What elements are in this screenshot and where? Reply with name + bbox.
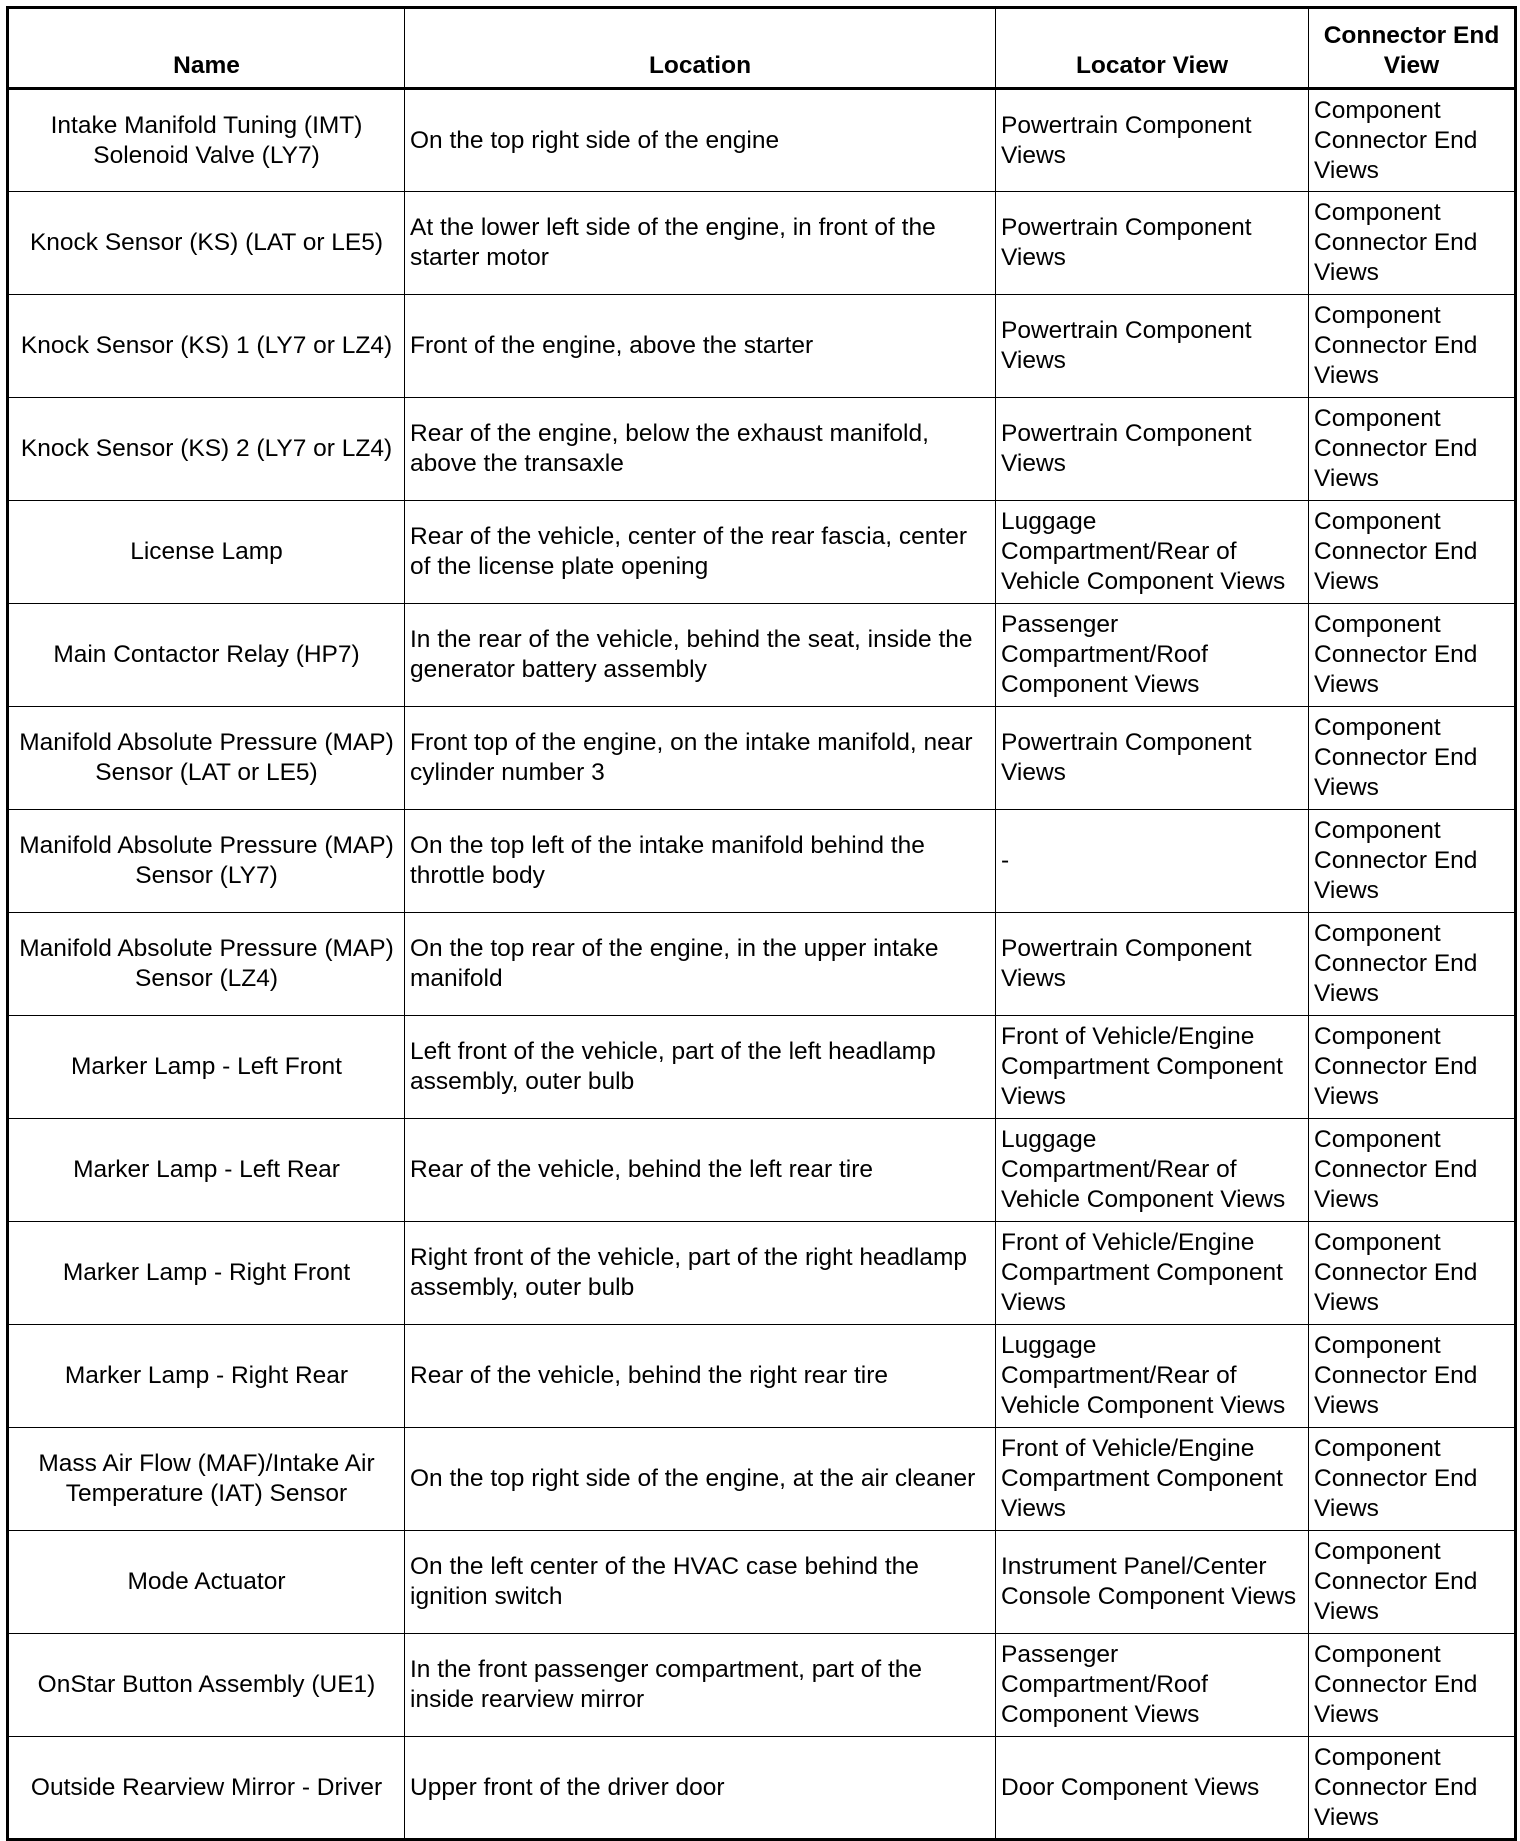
header-locator-view: Locator View	[996, 8, 1309, 89]
cell-location: Rear of the vehicle, center of the rear fascia, center of the license plate opening	[405, 501, 996, 604]
cell-locator-view: Luggage Compartment/Rear of Vehicle Component Views	[996, 501, 1309, 604]
cell-locator-view: Instrument Panel/Center Console Component Views	[996, 1531, 1309, 1634]
cell-location: Rear of the vehicle, behind the left rear tire	[405, 1119, 996, 1222]
header-name: Name	[8, 8, 405, 89]
table-row	[8, 1016, 1516, 1119]
cell-locator-view: Front of Vehicle/Engine Compartment Component Views	[996, 1016, 1309, 1119]
cell-location: Rear of the vehicle, behind the right rear tire	[405, 1325, 996, 1428]
cell-locator-view: Powertrain Component Views	[996, 295, 1309, 398]
cell-location: On the top rear of the engine, in the upper intake manifold	[405, 913, 996, 1016]
cell-name: Marker Lamp - Left Front	[8, 1016, 405, 1119]
cell-name: Knock Sensor (KS) 1 (LY7 or LZ4)	[8, 295, 405, 398]
cell-connector-end-view: Component Connector End Views	[1309, 707, 1516, 810]
table-row	[8, 1737, 1516, 1840]
cell-name: Knock Sensor (KS) (LAT or LE5)	[8, 192, 405, 295]
table-row	[8, 501, 1516, 604]
table-row	[8, 1119, 1516, 1222]
cell-location: In the rear of the vehicle, behind the seat, inside the generator battery assembly	[405, 604, 996, 707]
table-body	[8, 89, 1516, 1840]
table-row	[8, 1428, 1516, 1531]
cell-location: Right front of the vehicle, part of the right headlamp assembly, outer bulb	[405, 1222, 996, 1325]
cell-connector-end-view: Component Connector End Views	[1309, 1016, 1516, 1119]
cell-name: Marker Lamp - Right Front	[8, 1222, 405, 1325]
cell-location: At the lower left side of the engine, in front of the starter motor	[405, 192, 996, 295]
cell-connector-end-view: Component Connector End Views	[1309, 295, 1516, 398]
table-row	[8, 295, 1516, 398]
cell-name: Main Contactor Relay (HP7)	[8, 604, 405, 707]
table-row	[8, 1634, 1516, 1737]
cell-locator-view: Powertrain Component Views	[996, 707, 1309, 810]
cell-connector-end-view: Component Connector End Views	[1309, 1325, 1516, 1428]
component-locator-table-container	[6, 6, 1514, 1831]
table-row	[8, 913, 1516, 1016]
cell-connector-end-view: Component Connector End Views	[1309, 398, 1516, 501]
cell-connector-end-view: Component Connector End Views	[1309, 1222, 1516, 1325]
cell-location: In the front passenger compartment, part of the inside rearview mirror	[405, 1634, 996, 1737]
cell-name: Manifold Absolute Pressure (MAP) Sensor (LAT or LE5)	[8, 707, 405, 810]
cell-name: License Lamp	[8, 501, 405, 604]
cell-connector-end-view: Component Connector End Views	[1309, 1634, 1516, 1737]
table-row	[8, 707, 1516, 810]
cell-locator-view: Passenger Compartment/Roof Component Views	[996, 604, 1309, 707]
table-row	[8, 1531, 1516, 1634]
cell-locator-view: Powertrain Component Views	[996, 913, 1309, 1016]
cell-locator-view: Passenger Compartment/Roof Component Views	[996, 1634, 1309, 1737]
cell-location: Front top of the engine, on the intake manifold, near cylinder number 3	[405, 707, 996, 810]
cell-location: On the top left of the intake manifold behind the throttle body	[405, 810, 996, 913]
cell-locator-view: Front of Vehicle/Engine Compartment Component Views	[996, 1222, 1309, 1325]
cell-locator-view: Powertrain Component Views	[996, 89, 1309, 192]
header-connector-end-view: Connector End View	[1309, 8, 1516, 89]
cell-locator-view: Luggage Compartment/Rear of Vehicle Component Views	[996, 1325, 1309, 1428]
cell-locator-view: Door Component Views	[996, 1737, 1309, 1840]
cell-locator-view: Powertrain Component Views	[996, 398, 1309, 501]
cell-connector-end-view: Component Connector End Views	[1309, 1119, 1516, 1222]
cell-connector-end-view: Component Connector End Views	[1309, 604, 1516, 707]
cell-name: Mass Air Flow (MAF)/Intake Air Temperature (IAT) Sensor	[8, 1428, 405, 1531]
cell-locator-view: Powertrain Component Views	[996, 192, 1309, 295]
cell-location: Upper front of the driver door	[405, 1737, 996, 1840]
cell-connector-end-view: Component Connector End Views	[1309, 1428, 1516, 1531]
header-location: Location	[405, 8, 996, 89]
cell-location: Left front of the vehicle, part of the left headlamp assembly, outer bulb	[405, 1016, 996, 1119]
cell-name: Marker Lamp - Right Rear	[8, 1325, 405, 1428]
cell-location: On the top right side of the engine, at the air cleaner	[405, 1428, 996, 1531]
cell-name: Mode Actuator	[8, 1531, 405, 1634]
table-header-row	[8, 8, 1516, 89]
cell-name: Manifold Absolute Pressure (MAP) Sensor (LY7)	[8, 810, 405, 913]
cell-name: Intake Manifold Tuning (IMT) Solenoid Valve (LY7)	[8, 89, 405, 192]
table-row	[8, 398, 1516, 501]
table-row	[8, 1222, 1516, 1325]
component-locator-table	[6, 6, 1517, 1841]
cell-connector-end-view: Component Connector End Views	[1309, 192, 1516, 295]
cell-name: Manifold Absolute Pressure (MAP) Sensor (LZ4)	[8, 913, 405, 1016]
table-row	[8, 89, 1516, 192]
cell-connector-end-view: Component Connector End Views	[1309, 89, 1516, 192]
cell-connector-end-view: Component Connector End Views	[1309, 1531, 1516, 1634]
table-row	[8, 192, 1516, 295]
table-row	[8, 1325, 1516, 1428]
cell-name: Knock Sensor (KS) 2 (LY7 or LZ4)	[8, 398, 405, 501]
cell-connector-end-view: Component Connector End Views	[1309, 1737, 1516, 1840]
cell-location: On the left center of the HVAC case behind the ignition switch	[405, 1531, 996, 1634]
cell-name: OnStar Button Assembly (UE1)	[8, 1634, 405, 1737]
cell-location: Front of the engine, above the starter	[405, 295, 996, 398]
cell-location: On the top right side of the engine	[405, 89, 996, 192]
cell-connector-end-view: Component Connector End Views	[1309, 810, 1516, 913]
cell-locator-view: Luggage Compartment/Rear of Vehicle Component Views	[996, 1119, 1309, 1222]
cell-locator-view: Front of Vehicle/Engine Compartment Component Views	[996, 1428, 1309, 1531]
table-row	[8, 604, 1516, 707]
cell-connector-end-view: Component Connector End Views	[1309, 501, 1516, 604]
cell-name: Outside Rearview Mirror - Driver	[8, 1737, 405, 1840]
table-row	[8, 810, 1516, 913]
cell-connector-end-view: Component Connector End Views	[1309, 913, 1516, 1016]
cell-location: Rear of the engine, below the exhaust manifold, above the transaxle	[405, 398, 996, 501]
cell-locator-view: -	[996, 810, 1309, 913]
cell-name: Marker Lamp - Left Rear	[8, 1119, 405, 1222]
